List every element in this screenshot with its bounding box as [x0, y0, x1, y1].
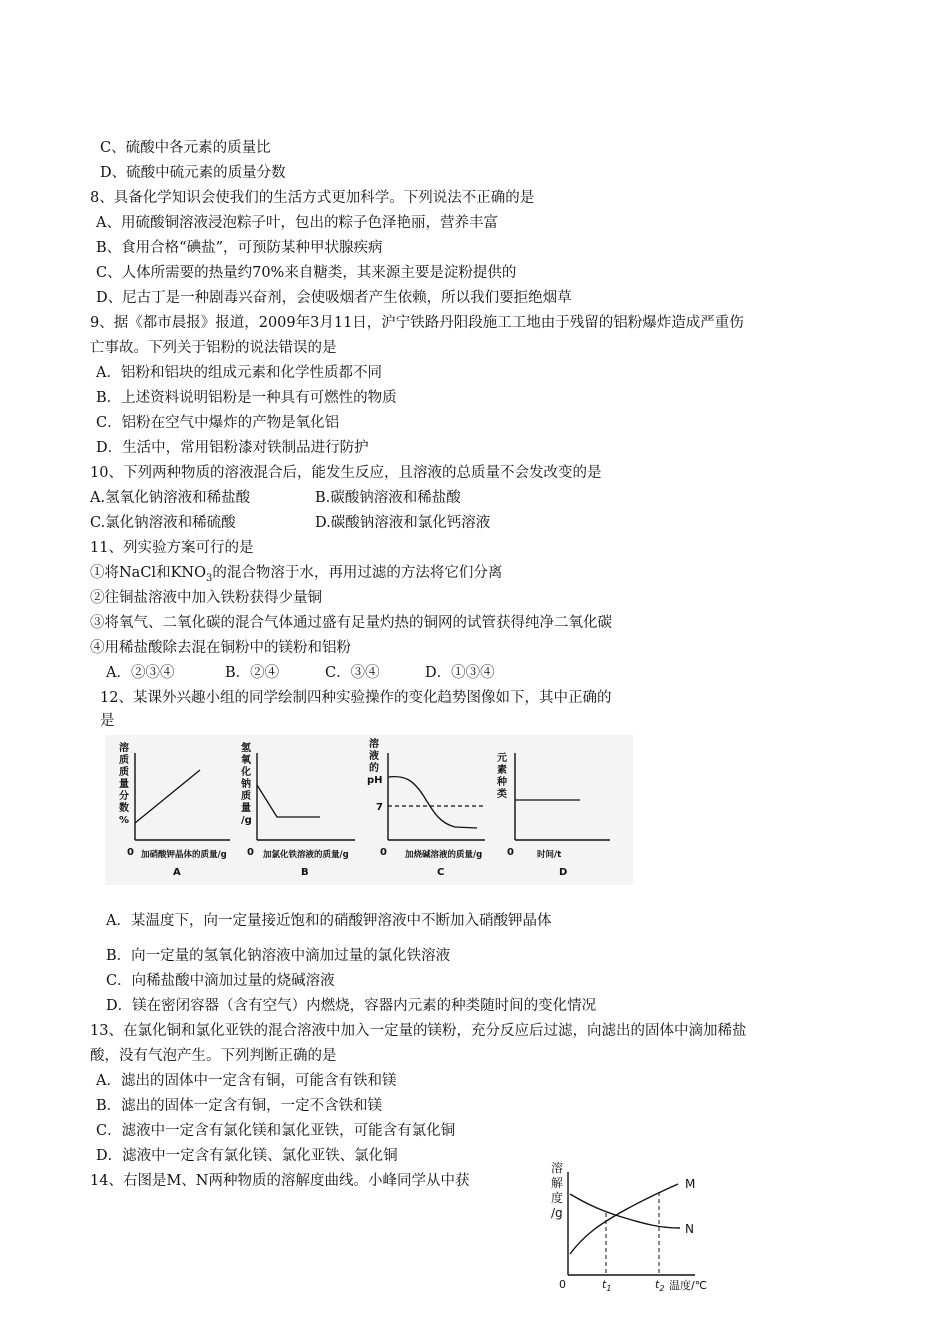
graph-c-xlabel: 加烧碱溶液的质量/g: [405, 850, 483, 860]
q14-t1-sub: 1: [606, 1284, 612, 1293]
q10-option-b: B.碳酸钠溶液和稀盐酸: [315, 490, 461, 506]
q9-stem-line2: 亡事故。下列关于铝粉的说法错误的是: [90, 340, 337, 356]
graph-a-ylabel-3: 质: [119, 767, 129, 778]
q14-t2-sub: 2: [659, 1284, 665, 1293]
q9-option-c: C．铝粉在空气中爆炸的产物是氧化铝: [96, 415, 340, 431]
q14-curve-m: [570, 1184, 678, 1254]
q11-choice-d: D．①③④: [425, 665, 495, 681]
q12-stem-line2: 是: [100, 713, 115, 729]
q8-option-a: A、用硫酸铜溶液浸泡粽子叶，包出的粽子色泽艳丽，营养丰富: [96, 215, 498, 231]
q14-ylabel-3: 度: [551, 1191, 564, 1205]
q14-label-n: N: [685, 1222, 694, 1236]
q11-stem: 11、列实验方案可行的是: [90, 540, 254, 556]
graph-d-origin: 0: [507, 847, 514, 858]
q8-option-d: D、尼古丁是一种剧毒兴奋剂，会使吸烟者产生依赖，所以我们要拒绝烟草: [96, 290, 572, 306]
q14-t2-letter: t: [655, 1278, 660, 1291]
q11-choice-c: C．③④: [325, 665, 380, 681]
q13-option-c: C．滤液中一定含有氯化镁和氯化亚铁，可能含有氯化铜: [96, 1123, 456, 1139]
q13-option-b: B．滤出的固体一定含有铜，一定不含铁和镁: [96, 1098, 383, 1114]
q14-ylabel-4: /g: [551, 1206, 563, 1220]
graph-d-ylabel-4: 类: [497, 789, 507, 800]
graph-d-letter: D: [559, 867, 568, 878]
q13-stem-line2: 酸，没有气泡产生。下列判断正确的是: [90, 1048, 337, 1064]
q12-trend-graphs: [105, 735, 633, 885]
q14-ylabel-1: 溶: [551, 1161, 564, 1175]
graph-d-ylabel-3: 种: [497, 777, 507, 788]
graph-b-ylabel-4: 钠: [241, 779, 251, 790]
graph-a-ylabel-5: 分: [119, 791, 129, 802]
graph-a-origin: 0: [127, 847, 134, 858]
q14-origin: 0: [559, 1278, 566, 1291]
graph-a-ylabel-2: 质: [119, 755, 129, 766]
graph-a-ylabel-1: 溶: [119, 743, 129, 754]
graph-c-ref-7: 7: [376, 802, 383, 813]
q9-stem-line1: 9、据《都市晨报》报道，2009年3月11日，沪宁铁路丹阳段施工工地由于残留的铝粉爆炸造成严重伤: [90, 315, 744, 331]
graph-c-ylabel-1: 溶: [369, 739, 379, 750]
graph-b-ylabel-3: 化: [241, 767, 251, 778]
q14-stem: 14、右图是M、N两种物质的溶解度曲线。小峰同学从中获: [90, 1173, 470, 1189]
graph-b-letter: B: [301, 867, 309, 878]
q14-t1: [602, 1278, 611, 1293]
q10-option-a: A.氢氧化钠溶液和稀盐酸: [90, 490, 251, 506]
q8-option-b: B、食用合格“碘盐”，可预防某种甲状腺疾病: [96, 240, 383, 256]
q12-option-d: D．镁在密闭容器（含有空气）内燃烧，容器内元素的种类随时间的变化情况: [106, 998, 597, 1014]
q12-option-c: C．向稀盐酸中滴加过量的烧碱溶液: [106, 973, 335, 989]
q9-option-b: B．上述资料说明铝粉是一种具有可燃性的物质: [96, 390, 397, 406]
q14-solubility-graph: [545, 1158, 720, 1296]
q14-t1-letter: t: [602, 1278, 607, 1291]
q10-option-d: D.碳酸钠溶液和氯化钙溶液: [315, 515, 491, 531]
graph-b-origin: 0: [247, 847, 254, 858]
graph-b-xlabel: 加氯化铁溶液的质量/g: [263, 850, 349, 860]
q8-stem: 8、具备化学知识会使我们的生活方式更加科学。下列说法不正确的是: [90, 190, 535, 206]
q11-statement-4: ④用稀盐酸除去混在铜粉中的镁粉和铝粉: [90, 640, 351, 656]
q14-curve-n: [570, 1194, 680, 1228]
q11-choice-b: B．②④: [225, 665, 280, 681]
q11-s1-sub: 3: [205, 572, 213, 584]
q11-choice-a: A．②③④: [106, 665, 175, 681]
q7-option-d: D、硫酸中硫元素的质量分数: [100, 165, 286, 181]
q9-option-a: A．铝粉和铝块的组成元素和化学性质都不同: [96, 365, 382, 381]
q11-statement-1: [90, 563, 502, 589]
q8-option-c: C、人体所需要的热量约70%来自糖类，其来源主要是淀粉提供的: [96, 265, 517, 281]
q13-option-a: A．滤出的固体中一定含有铜，可能含有铁和镁: [96, 1073, 397, 1089]
q14-t2: [655, 1278, 664, 1293]
graph-b-ylabel-7: /g: [241, 815, 252, 826]
graph-c-ylabel-3: 的: [369, 763, 379, 774]
graph-c-origin: 0: [380, 847, 387, 858]
graph-b-ylabel-1: 氢: [241, 743, 251, 754]
q12-option-b: B．向一定量的氢氧化钠溶液中滴加过量的氯化铁溶液: [106, 948, 451, 964]
q11-s1-pre: ①将NaCl和KNO: [90, 565, 206, 581]
graph-d-xlabel: 时间/t: [537, 850, 562, 860]
graph-a-ylabel-4: 量: [119, 779, 129, 790]
graph-c-ylabel-4: pH: [367, 775, 383, 786]
q12-stem-line1: 12、某课外兴趣小组的同学绘制四种实验操作的变化趋势图像如下，其中正确的: [100, 690, 612, 706]
graph-b-ylabel-2: 氧: [241, 755, 251, 766]
graph-a-ylabel-6: 数: [119, 803, 129, 814]
q7-option-c: C、硫酸中各元素的质量比: [100, 140, 271, 156]
q13-option-d: D．滤液中一定含有氯化镁、氯化亚铁、氯化铜: [96, 1148, 398, 1164]
graph-a-ylabel-7: %: [119, 815, 130, 826]
q11-statement-2: ②往铜盐溶液中加入铁粉获得少量铜: [90, 590, 322, 606]
q14-ylabel-2: 解: [551, 1176, 564, 1190]
q14-label-m: M: [685, 1177, 696, 1191]
q10-stem: 10、下列两种物质的溶液混合后，能发生反应，且溶液的总质量不会发改变的是: [90, 465, 602, 481]
q9-option-d: D．生活中，常用铝粉漆对铁制品进行防护: [96, 440, 369, 456]
graph-a-letter: A: [173, 867, 181, 878]
graph-c-ylabel-2: 液: [369, 751, 379, 762]
graph-d-ylabel-1: 元: [497, 753, 507, 764]
q14-xlabel: 温度/℃: [669, 1279, 708, 1292]
q10-option-c: C.氯化钠溶液和稀硫酸: [90, 515, 236, 531]
q13-stem-line1: 13、在氯化铜和氯化亚铁的混合溶液中加入一定量的镁粉，充分反应后过滤，向滤出的固体中滴加稀盐: [90, 1023, 747, 1039]
graph-d-ylabel-2: 素: [497, 765, 507, 776]
graph-a-xlabel: 加硝酸钾晶体的质量/g: [141, 850, 227, 860]
graph-c-letter: C: [437, 867, 445, 878]
graph-b-ylabel-6: 量: [241, 803, 251, 814]
q12-option-a: A．某温度下，向一定量接近饱和的硝酸钾溶液中不断加入硝酸钾晶体: [106, 913, 552, 929]
graph-b-ylabel-5: 质: [241, 791, 251, 802]
q11-s1-post: 的混合物溶于水，再用过滤的方法将它们分离: [212, 565, 503, 581]
q11-statement-3: ③将氧气、二氧化碳的混合气体通过盛有足量灼热的铜网的试管获得纯净二氧化碳: [90, 615, 612, 631]
